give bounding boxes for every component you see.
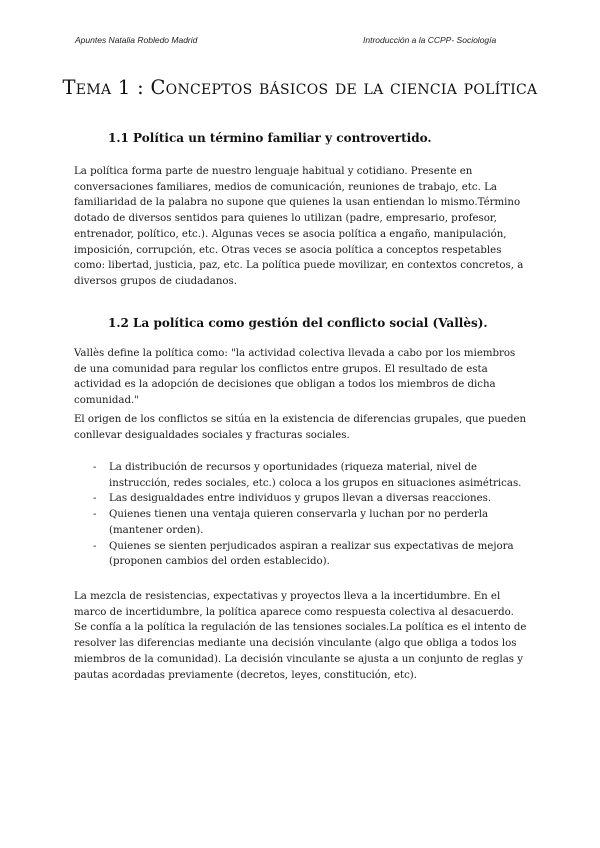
bullet-marker: -: [93, 540, 97, 552]
header-author: Apuntes Natalia Robledo Madrid: [75, 35, 198, 45]
bullet-marker: -: [93, 509, 97, 521]
list-item: - Las desigualdades entre individuos y grupos llevan a diversas reacciones.: [93, 491, 528, 507]
bullet-marker: -: [93, 493, 97, 505]
list-item: - Quienes se sienten perjudicados aspiran a realizar sus expectativas de mejora (proponen cambios del orden establecido).: [93, 540, 514, 568]
conflict-bullet-list: [93, 460, 528, 570]
section-1-heading: 1.1 Política un término familiar y controvertido.: [108, 131, 432, 145]
list-item: - La distribución de recursos y oportunidades (riqueza material, nivel de instrucción, redes sociales, etc.) coloca a los grupos en situaciones asimétricas.: [93, 462, 522, 489]
section-2-closing: La mezcla de resistencias, expectativas y proyectos lleva a la incertidumbre. En el marco de incertidumbre, la política aparece como respuesta colectiva al desacuerdo. Se confía a la política la regulación de las tensiones sociales.La política es el intento de resolver las diferencias mediante una decisión vinculante (algo que obliga a todos los miembros de la comunidad). La decisión vinculante se ajusta a un conjunto de reglas y pautas acordadas previamente (decretos, leyes, constitución, etc).: [74, 591, 527, 681]
page-title: Tema 1 : Conceptos básicos de la ciencia política: [62, 76, 538, 99]
bullet-marker: -: [93, 462, 97, 473]
header-subject: Introducción a la CCPP- Sociología: [363, 35, 497, 45]
section-2-heading: 1.2 La política como gestión del conflicto social (Vallès).: [108, 316, 488, 330]
section-2-origin: El origen de los conflictos se sitúa en la existencia de diferencias grupales, que pueden conllevar desigualdades sociales y fracturas sociales.: [74, 414, 527, 441]
section-1-paragraph: La política forma parte de nuestro lenguaje habitual y cotidiano. Presente en conversaciones familiares, medios de comunicación, reuniones de trabajo, etc. La familiaridad de la palabra no supone que quienes la usan entiendan lo mismo.Término dotado de diversos sentidos para quienes lo utilizan (padre, empresario, profesor, entrenador, político, etc.). Algunas veces se asocia política a engaño, manipulación, imposición, corrupción, etc. Otras veces se asocia política a conceptos respetables como: libertad, justicia, paz, etc. La política puede movilizar, en contextos concretos, a diversos grupos de ciudadanos.: [74, 166, 524, 287]
section-2-definition: Vallès define la política como: "la actividad colectiva llevada a cabo por los miembros de una comunidad para regular los conflictos entre grupos. El resultado de esta actividad es la adopción de decisiones que obligan a todos los miembros de dicha comunidad.": [74, 348, 516, 407]
list-item: - Quienes tienen una ventaja quieren conservarla y luchan por no perderla (mantener orden).: [93, 509, 489, 536]
